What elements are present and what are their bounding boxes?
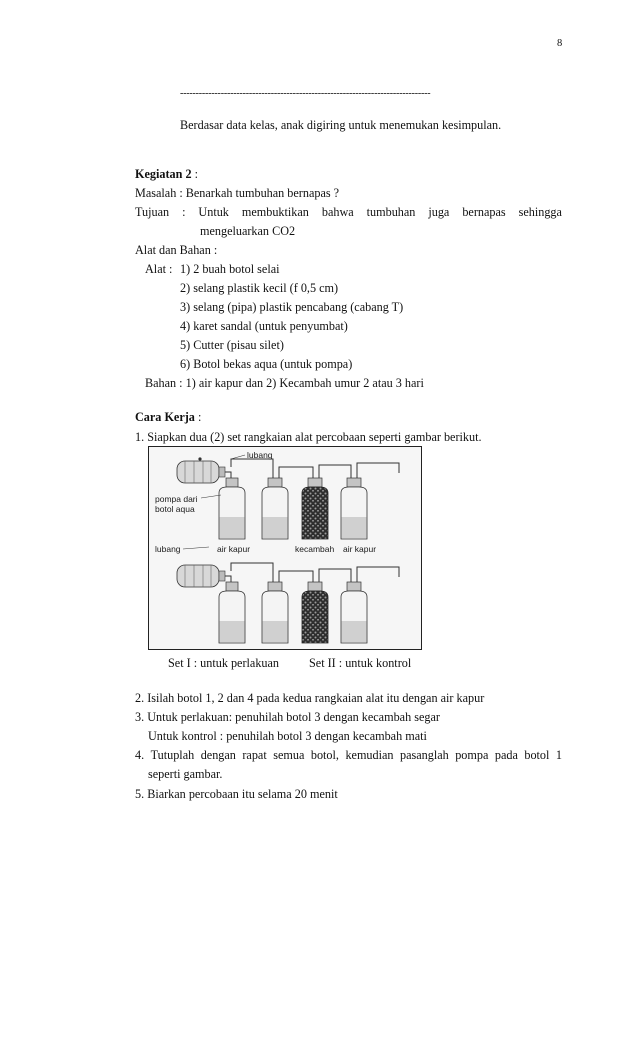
step-4-word: rapat [242, 748, 267, 762]
alat-item: 3) selang (pipa) plastik pencabang (cabang T) [180, 300, 404, 314]
caption-set-2: Set II : untuk kontrol [309, 656, 412, 670]
set-one-apparatus [177, 455, 399, 539]
step-4-word: botol [524, 748, 550, 762]
step-4-word: pompa [455, 748, 489, 762]
bottle-1-limewater [219, 478, 245, 539]
step-4-word: 4. [135, 748, 145, 762]
procedure-title: Cara Kerja [135, 410, 195, 424]
step-3: 3. Untuk perlakuan: penuhilah botol 3 dengan kecambah segar [135, 710, 440, 724]
tujuan-word: bahwa [321, 205, 354, 219]
procedure-title-colon: : [194, 410, 202, 424]
bottle-3-sprouts [302, 582, 328, 643]
caption-set-1: Set I : untuk perlakuan [168, 656, 280, 670]
bottle-3-sprouts [302, 478, 328, 539]
intro-sentence: Berdasar data kelas, anak digiring untuk menemukan kesimpulan. [180, 118, 502, 132]
label-lubang: lubang [247, 450, 273, 460]
step-2: 2. Isilah botol 1, 2 dan 4 pada kedua rangkaian alat itu dengan air kapur [135, 691, 485, 705]
bahan-line: Bahan : 1) air kapur dan 2) Kecambah umur 2 atau 3 hari [145, 376, 424, 390]
tujuan-word: membuktikan [241, 205, 309, 219]
tujuan-line [135, 206, 562, 218]
tujuan-word: Untuk [198, 205, 229, 219]
bottle-2-limewater [262, 478, 288, 539]
pump-bottle-icon [177, 565, 225, 587]
activity-title: Kegiatan 2 [135, 167, 192, 181]
label-air-kapur-2: air kapur [343, 544, 377, 554]
alat-item: 6) Botol bekas aqua (untuk pompa) [180, 357, 353, 371]
tujuan-word: sehingga [518, 205, 562, 219]
apparatus-drawing [149, 447, 421, 649]
step-3-control: Untuk kontrol : penuhilah botol 3 dengan kecambah mati [148, 729, 427, 743]
bottle-1-limewater [219, 582, 245, 643]
label-pompa: pompa dari [155, 494, 198, 504]
step-4-word: Tutuplah [150, 748, 195, 762]
tujuan-word: Tujuan [135, 205, 170, 219]
tujuan-continuation: mengeluarkan CO2 [200, 224, 296, 238]
pump-bottle-icon [177, 457, 225, 483]
tujuan-word: juga [428, 205, 450, 219]
label-air-kapur: air kapur [217, 544, 251, 554]
activity-heading [135, 168, 198, 180]
step-4-word: botol, [310, 748, 339, 762]
step-4-continuation: seperti gambar. [148, 767, 223, 781]
bottle-2-limewater [262, 582, 288, 643]
step-4-word: semua [273, 748, 305, 762]
alat-item: 5) Cutter (pisau silet) [180, 338, 284, 352]
alat-label: Alat : [145, 262, 173, 276]
procedure-heading [135, 411, 201, 423]
step-4-word: dengan [200, 748, 236, 762]
step-1: 1. Siapkan dua (2) set rangkaian alat percobaan seperti gambar berikut. [135, 430, 482, 444]
step-4-word: 1 [555, 748, 562, 762]
alat-item: 4) karet sandal (untuk penyumbat) [180, 319, 348, 333]
step-4-word: pasanglah [399, 748, 449, 762]
label-kecambah: kecambah [295, 544, 335, 554]
step-4-word: pada [494, 748, 518, 762]
apparatus-figure [148, 446, 422, 650]
dashed-separator: -------------------------------------------------------------------------------- [180, 89, 431, 99]
activity-title-colon: : [191, 167, 198, 181]
step-4-word: kemudian [345, 748, 394, 762]
tujuan-word: tumbuhan [366, 205, 416, 219]
masalah-line: Masalah : Benarkah tumbuhan bernapas ? [135, 186, 340, 200]
set-two-apparatus [177, 563, 399, 643]
label-botol-aqua: botol aqua [155, 504, 195, 514]
tujuan-word: : [182, 205, 186, 219]
tujuan-word: bernapas [462, 205, 506, 219]
bottle-4-limewater [341, 478, 367, 539]
step-4 [135, 749, 562, 761]
alat-item: 1) 2 buah botol selai [180, 262, 280, 276]
bottle-4-limewater [341, 582, 367, 643]
alat-bahan-heading: Alat dan Bahan : [135, 243, 218, 257]
label-lubang-2: lubang [155, 544, 181, 554]
step-5: 5. Biarkan percobaan itu selama 20 menit [135, 787, 338, 801]
alat-item: 2) selang plastik kecil (f 0,5 cm) [180, 281, 339, 295]
page-number: 8 [557, 38, 563, 49]
